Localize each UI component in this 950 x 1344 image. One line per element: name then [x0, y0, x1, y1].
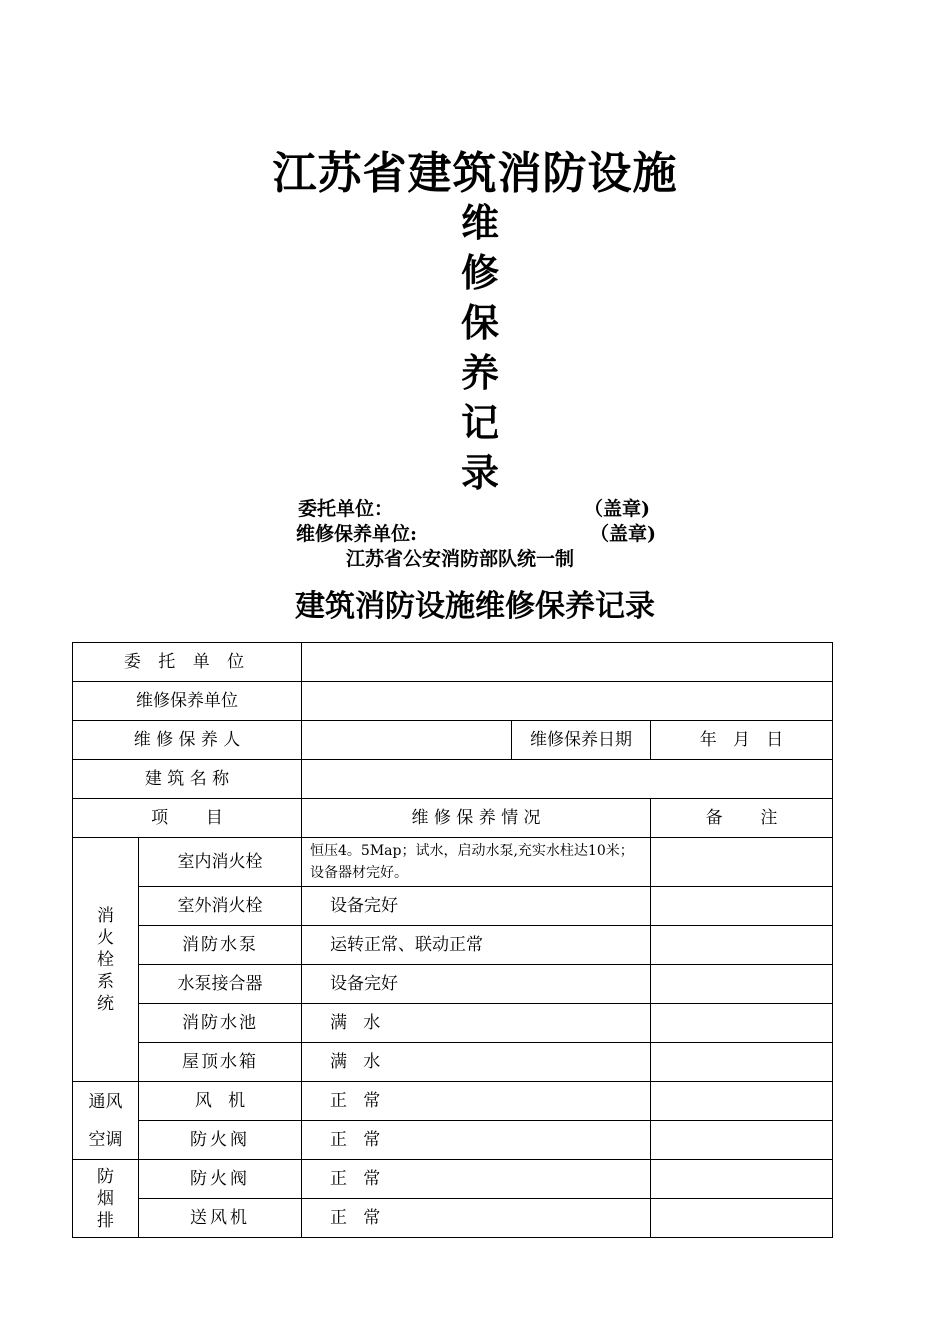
group-char: 消 [97, 905, 114, 926]
remarks-cell[interactable] [651, 838, 833, 887]
table-row [73, 643, 833, 682]
table-row [73, 887, 833, 926]
condition-cell[interactable]: 正 常 [302, 1199, 651, 1238]
group-char: 栓 [97, 949, 114, 970]
item-cell: 室外消火栓 [139, 887, 302, 926]
remarks-cell[interactable] [651, 926, 833, 965]
cover-vertical-char: 修 [460, 250, 499, 295]
item-header: 项 目 [73, 799, 302, 838]
remarks-cell[interactable] [651, 1082, 833, 1121]
cover-vertical-char: 维 [460, 200, 499, 245]
table-row [73, 926, 833, 965]
group-char: 系 [97, 971, 114, 992]
table-row [73, 838, 833, 887]
group-label: 通风 [88, 1091, 123, 1112]
condition-cell[interactable]: 正 常 [302, 1121, 651, 1160]
group-hydrant-system [73, 838, 139, 1082]
condition-cell[interactable]: 设备完好 [302, 887, 651, 926]
item-cell: 消防水泵 [139, 926, 302, 965]
entrusting-unit-label-cell: 委 托 单 位 [73, 643, 302, 682]
table-row [73, 1160, 833, 1199]
table-row [73, 1082, 833, 1121]
table-row [73, 760, 833, 799]
condition-cell[interactable]: 满 水 [302, 1004, 651, 1043]
table-row [73, 1199, 833, 1238]
remarks-cell[interactable] [651, 1121, 833, 1160]
building-name-value[interactable] [302, 760, 833, 799]
item-cell: 屋顶水箱 [139, 1043, 302, 1082]
group-char: 防 [97, 1166, 114, 1187]
group-label: 空调 [88, 1129, 123, 1150]
maintainer-value[interactable] [302, 721, 512, 760]
record-title: 建筑消防设施维修保养记录 [295, 589, 655, 624]
item-cell: 水泵接合器 [139, 965, 302, 1004]
table-row [73, 682, 833, 721]
entrusting-unit-label: 委托单位： [298, 498, 394, 520]
maintainer-label-cell: 维 修 保 养 人 [73, 721, 302, 760]
maintenance-unit-value[interactable] [302, 682, 833, 721]
table-row [73, 721, 833, 760]
cover-title: 江苏省建筑消防设施 [272, 148, 678, 199]
remarks-cell[interactable] [651, 1004, 833, 1043]
item-cell: 防火阀 [139, 1121, 302, 1160]
condition-cell[interactable]: 恒压4。5Map；试水，启动水泵,充实水柱达10米；设备器材完好。 [302, 838, 651, 887]
remarks-cell[interactable] [651, 1199, 833, 1238]
remarks-cell[interactable] [651, 1160, 833, 1199]
item-cell: 消防水池 [139, 1004, 302, 1043]
table-row [73, 1004, 833, 1043]
entrusting-unit-value[interactable] [302, 643, 833, 682]
maintenance-unit-label: 维修保养单位: [296, 523, 418, 545]
table-row [73, 1121, 833, 1160]
cover-vertical-char: 保 [460, 300, 499, 345]
item-cell: 送风机 [139, 1199, 302, 1238]
table-row [73, 965, 833, 1004]
cover-vertical-char: 记 [460, 400, 499, 445]
group-char: 统 [97, 993, 114, 1014]
group-char: 排 [97, 1210, 114, 1231]
issuer-line: 江苏省公安消防部队统一制 [346, 548, 575, 570]
seal-note: （盖章) [590, 523, 656, 545]
table-row [73, 1043, 833, 1082]
maintenance-unit-label-cell: 维修保养单位 [73, 682, 302, 721]
item-cell: 防火阀 [139, 1160, 302, 1199]
item-cell: 风 机 [139, 1082, 302, 1121]
maintenance-date-value[interactable]: 年 月 日 [651, 721, 833, 760]
group-char: 火 [97, 927, 114, 948]
item-cell: 室内消火栓 [139, 838, 302, 887]
table-header-row [73, 799, 833, 838]
building-name-label-cell: 建 筑 名 称 [73, 760, 302, 799]
seal-note: （盖章) [584, 498, 650, 520]
remarks-header: 备 注 [651, 799, 833, 838]
remarks-cell[interactable] [651, 965, 833, 1004]
maintenance-record-table [72, 642, 833, 1238]
condition-cell[interactable]: 运转正常、联动正常 [302, 926, 651, 965]
cover-vertical-char: 录 [460, 450, 499, 495]
remarks-cell[interactable] [651, 1043, 833, 1082]
cover-vertical-char: 养 [460, 350, 499, 395]
condition-header: 维 修 保 养 情 况 [302, 799, 651, 838]
group-char: 烟 [97, 1188, 114, 1209]
condition-cell[interactable]: 设备完好 [302, 965, 651, 1004]
condition-cell[interactable]: 正 常 [302, 1160, 651, 1199]
condition-cell[interactable]: 满 水 [302, 1043, 651, 1082]
group-smoke-control [73, 1160, 139, 1238]
maintenance-date-label-cell: 维修保养日期 [512, 721, 651, 760]
group-hvac [73, 1082, 139, 1160]
condition-cell[interactable]: 正 常 [302, 1082, 651, 1121]
remarks-cell[interactable] [651, 887, 833, 926]
